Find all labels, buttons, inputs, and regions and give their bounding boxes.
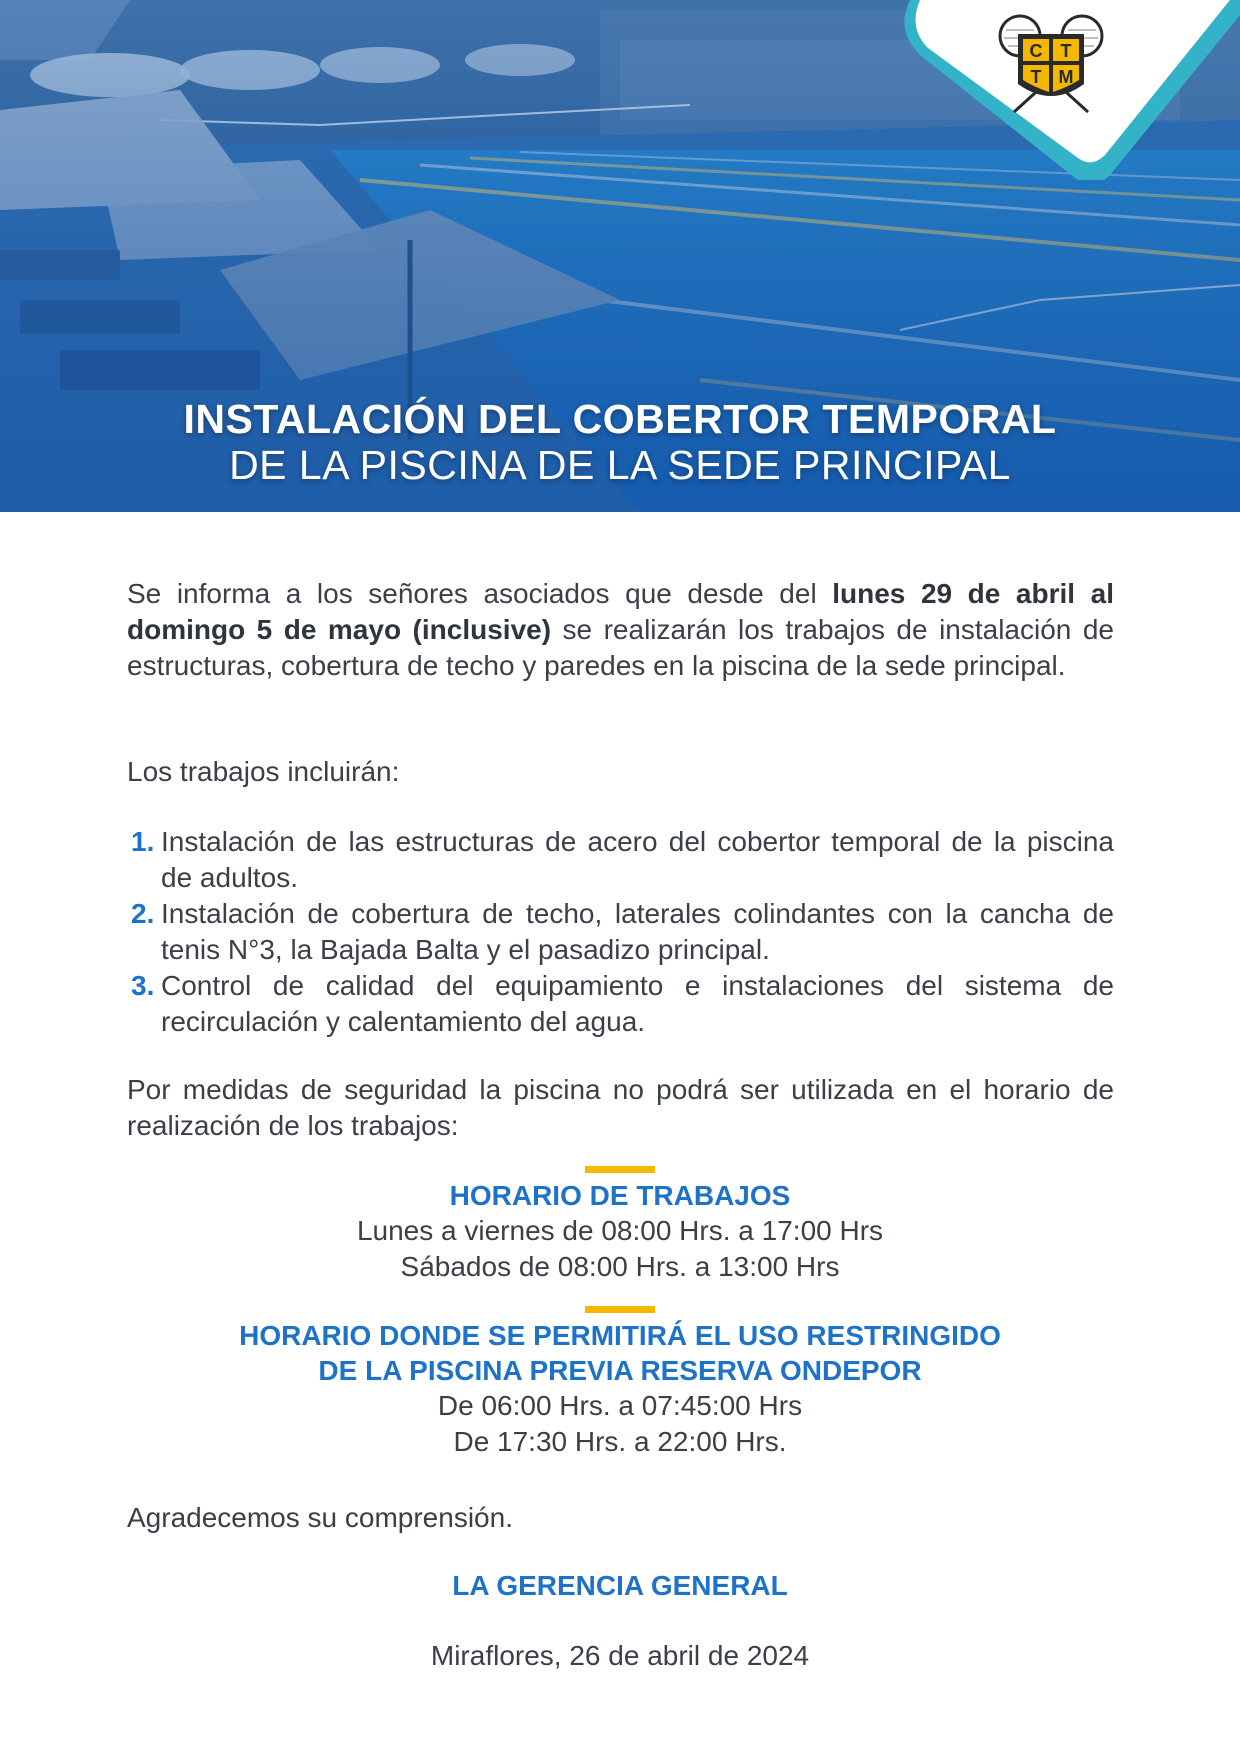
signature: LA GERENCIA GENERAL [452,1570,788,1601]
list-number: 1. [131,826,155,857]
schedule-line: De 17:30 Hrs. a 22:00 Hrs. [453,1426,787,1457]
accent-divider [585,1166,655,1173]
work-schedule-title: HORARIO DE TRABAJOS [449,1180,791,1211]
list-number: 3. [131,970,155,1001]
svg-text:T: T [1060,41,1072,61]
list-number: 2. [131,898,155,929]
page-subtitle: DE LA PISCINA DE LA SEDE PRINCIPAL [229,442,1011,488]
schedule-line: De 06:00 Hrs. a 07:45:00 Hrs [437,1390,803,1421]
restricted-schedule [0,1318,1240,1460]
list-item [127,896,1114,968]
security-note: Por medidas de seguridad la piscina no podrá ser utilizada en el horario de realización de los trabajos: [127,1074,1114,1141]
accent-divider [585,1306,655,1313]
thanks-text: Agradecemos su comprensión. [127,1502,513,1533]
restricted-schedule-title: HORARIO DONDE SE PERMITIRÁ EL USO RESTRINGIDO [239,1320,1001,1351]
schedule-line: Sábados de 08:00 Hrs. a 13:00 Hrs [400,1251,840,1282]
list-text: Instalación de las estructuras de acero del cobertor temporal de la piscina de adultos. [161,826,1114,893]
list-text: Control de calidad del equipamiento e instalaciones del sistema de recirculación y calentamiento del agua. [161,970,1114,1037]
page-title: INSTALACIÓN DEL COBERTOR TEMPORAL [183,396,1057,442]
work-schedule [0,1178,1240,1285]
restricted-schedule-title: DE LA PISCINA PREVIA RESERVA ONDEPOR [318,1355,922,1386]
includes-label: Los trabajos incluirán: [127,756,400,787]
crossed-rackets-shield-logo [996,12,1106,118]
svg-text:T: T [1030,67,1042,87]
svg-text:M: M [1058,67,1074,87]
works-list [127,824,1114,1040]
intro-paragraph [127,576,1114,684]
place-date: Miraflores, 26 de abril de 2024 [430,1640,810,1671]
schedule-line: Lunes a viernes de 08:00 Hrs. a 17:00 Hrs [356,1215,884,1246]
list-item [127,968,1114,1040]
hero-banner [0,0,1240,512]
svg-text:C: C [1029,41,1043,61]
intro-dates: lunes 29 de abril al domingo 5 de mayo (inclusive) [127,578,1114,645]
intro-text-part1: Se informa a los señores asociados que desde del [127,578,833,609]
intro-text-part2: se realizarán los trabajos de instalación de estructuras, cobertura de techo y paredes en la piscina de la sede principal. [127,614,1115,681]
list-text: Instalación de cobertura de techo, laterales colindantes con la cancha de tenis N°3, la Bajada Balta y el pasadizo principal. [161,898,1114,965]
list-item [127,824,1114,896]
